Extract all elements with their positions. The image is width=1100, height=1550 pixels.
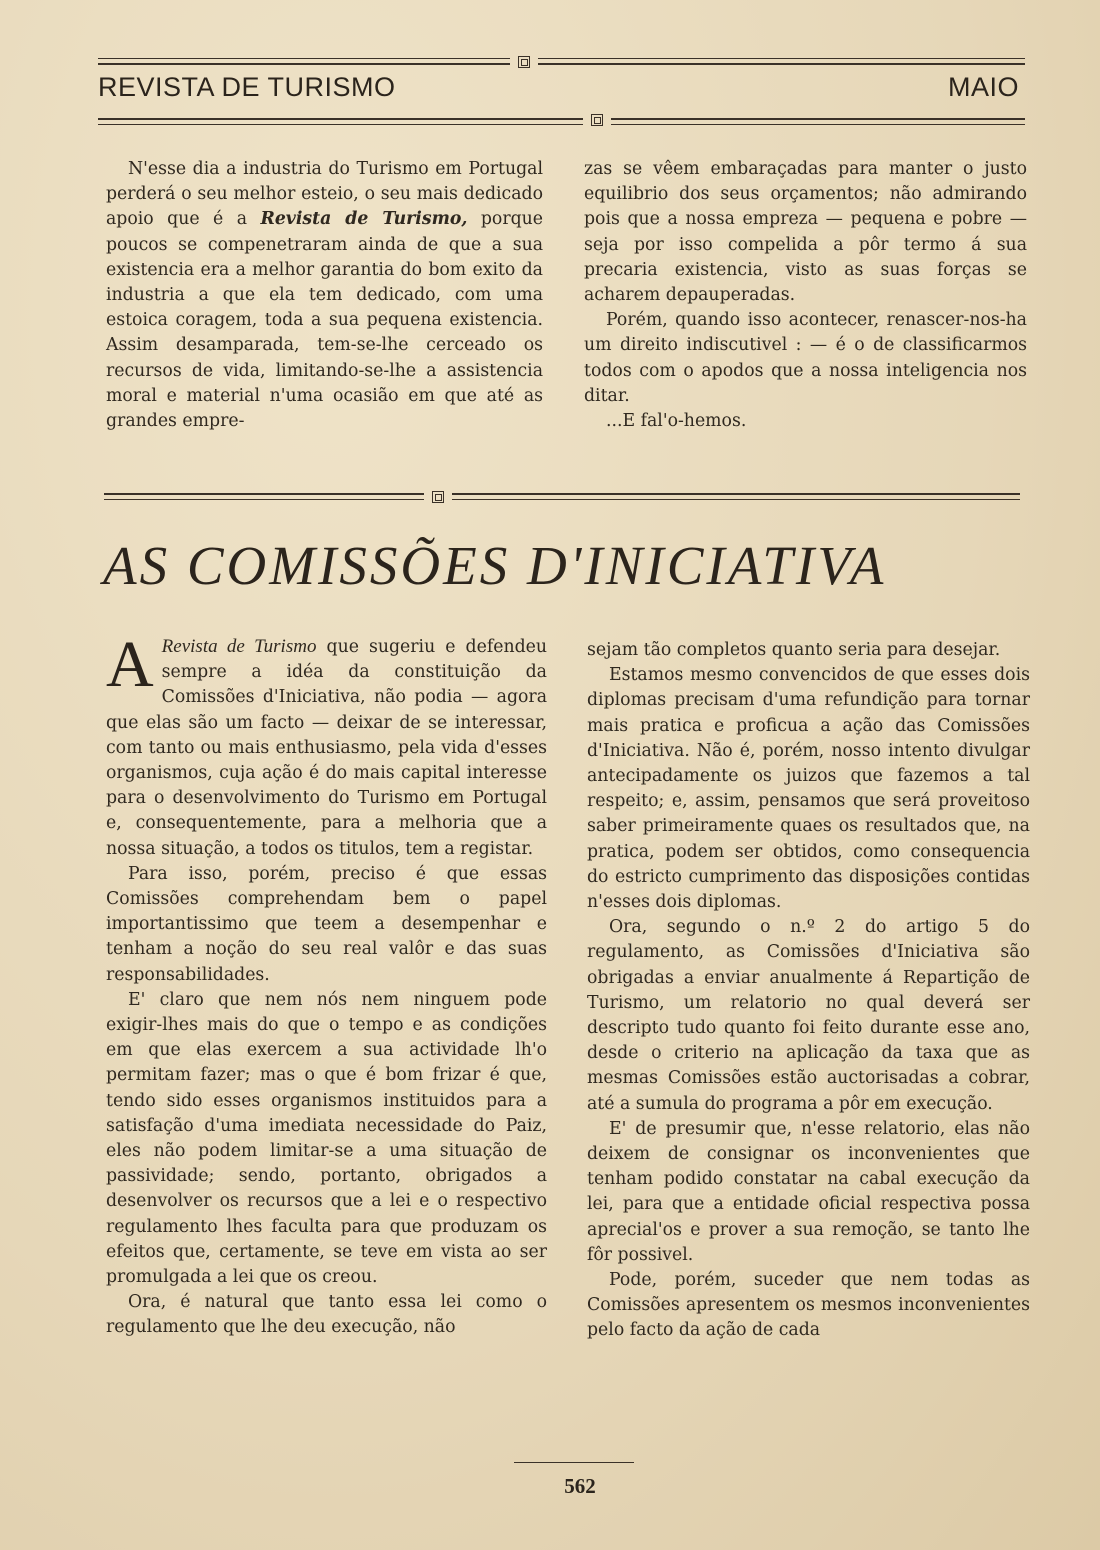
header-ornament-bottom — [591, 114, 603, 126]
paragraph: Porém, quando isso acontecer, renascer-nos-ha um direito indiscutivel : — é o de classificarmos todos com o apodos que a nossa inteligencia nos ditar. — [584, 310, 1027, 406]
header-ornament-top — [518, 56, 530, 68]
paragraph: sejam tão completos quanto seria para desejar. — [587, 640, 1001, 660]
article-left-column — [106, 628, 547, 1341]
text-run: porque poucos se compenetraram ainda de que a sua existencia era a melhor garantia do bom exito da industria a que ela tem dedicado, com uma estoica coragem, toda a sua pequena existencia. Assim desamparada, tem-se-lhe cerceado os recursos de vida, limitando-se-lhe a assistencia moral e material n'uma ocasião em que até as grandes empre- — [106, 209, 544, 432]
paragraph — [106, 157, 543, 434]
top-left-column — [106, 157, 543, 434]
header-rule-top-left-thin — [98, 58, 510, 59]
paragraph: E' de presumir que, n'esse relatorio, elas não deixem de consignar os inconvenientes que tenham podido constatar na cabal execução da lei, para que a entidade oficial respectiva possa aprecial'os e prover a sua remoção, se tanto lhe fôr possivel. — [587, 1118, 1030, 1265]
paragraph: zas se vêem embaraçadas para manter o justo equilibrio dos seus orçamentos; não admirando pois que a nossa empreza — pequena e pobre — seja por isso compelida a pôr termo á sua precaria existencia, visto as suas forças se acharem depauperadas. — [584, 159, 1027, 306]
header-title: REVISTA DE TURISMO — [98, 72, 396, 102]
header-rule-top-left — [98, 63, 510, 65]
header-rule-top-right — [538, 63, 1025, 65]
section-ornament — [432, 491, 444, 503]
header-rule-bottom-left-thin — [98, 124, 583, 125]
paragraph: Ora, segundo o n.º 2 do artigo 5 do regulamento, as Comissões d'Iniciativa são obrigadas a enviar anualmente á Repartição de Turismo, um relatorio no qual deverá ser descripto tudo quanto foi feito durante esse ano, desde o criterio na aplicação da taxa que as mesmas Comissões estão auctorisadas a cobrar, até a sumula do programa a pôr em execução. — [587, 917, 1030, 1114]
header-month: MAIO — [948, 72, 1020, 102]
text-run: N'esse dia a industria do Turismo em Portugal perderá o seu melhor esteio, o seu mais dedicado apoio que é a — [106, 159, 543, 230]
section-rule-right — [452, 493, 1020, 495]
section-rule-left-thin — [104, 499, 424, 500]
section-rule-left — [104, 493, 424, 495]
header-rule-bottom-left — [98, 118, 583, 120]
page-number: 562 — [564, 1474, 596, 1498]
drop-cap: A — [106, 628, 154, 701]
paragraph — [106, 628, 547, 862]
header-rule-bottom-right-thin — [611, 124, 1025, 125]
section-rule-right-thin — [452, 499, 1020, 500]
paragraph: Estamos mesmo convencidos de que esses dois diplomas precisam d'uma refundição para tornar mais pratica e proficua a ação das Comissões d'Iniciativa. Não é, porém, nosso intento divulgar antecipadamente os juizos que fazemos a tal respeito; e, assim, pensamos que será proveitoso saber primeiramente quaes os resultados que, na pratica, podem ser obtidos, como consequencia do estricto cumprimento das disposições contidas n'esses dois diplomas. — [587, 665, 1030, 913]
header-rule-top-right-thin — [538, 58, 1025, 59]
paragraph: ...E fal'o-hemos. — [606, 411, 747, 432]
article-title: AS COMISSÕES D'INICIATIVA — [103, 535, 887, 596]
paragraph: Pode, porém, suceder que nem todas as Comissões apresentem os mesmos inconvenientes pelo facto da ação de cada — [587, 1270, 1030, 1341]
paragraph: E' claro que nem nós nem ninguem pode exigir-lhes mais do que o tempo e as condições em que elas exercem a sua actividade lh'o permitam fazer; mas o que é bom frizar é que, tendo sido esses organismos instituidos para a satisfação d'uma imediata necessidade do Paiz, eles não podem limitar-se a uma situação de passividade; sendo, portanto, obrigados a desenvolver os recursos que a lei e o respectivo regulamento lhes faculta para que produzam os efeitos que, certamente, se teve em vista ao ser promulgada a lei que os creou. — [106, 989, 547, 1288]
header-rule-bottom-right — [611, 118, 1025, 120]
magazine-name: Revista de Turismo, — [260, 209, 468, 230]
top-right-column — [584, 157, 1027, 434]
paragraph: Para isso, porém, preciso é que essas Comissões comprehendam bem o papel importantissimo que teem a desempenhar e tenham a noção do seu real valôr e das suas responsabilidades. — [106, 863, 547, 985]
paragraph: Ora, é natural que tanto essa lei como o regulamento que lhe deu execução, não — [106, 1292, 547, 1338]
text-run: que sugeriu e defendeu sempre a idéa da constituição da Comissões d'Iniciativa, não podia — agora que elas são um facto — deixar de se interessar, com tanto ou mais enthusiasmo, pela vida d'esses organismos, cuja ação é do mais capital interesse para o desenvolvimento do Turismo em Portugal e, consequentemente, para a melhoria que a nossa situação, a todos os titulos, tem a registar. — [106, 637, 547, 859]
magazine-name: Revista de Turismo — [161, 636, 317, 657]
page-number-rule — [514, 1462, 634, 1463]
article-right-column — [587, 638, 1030, 1344]
